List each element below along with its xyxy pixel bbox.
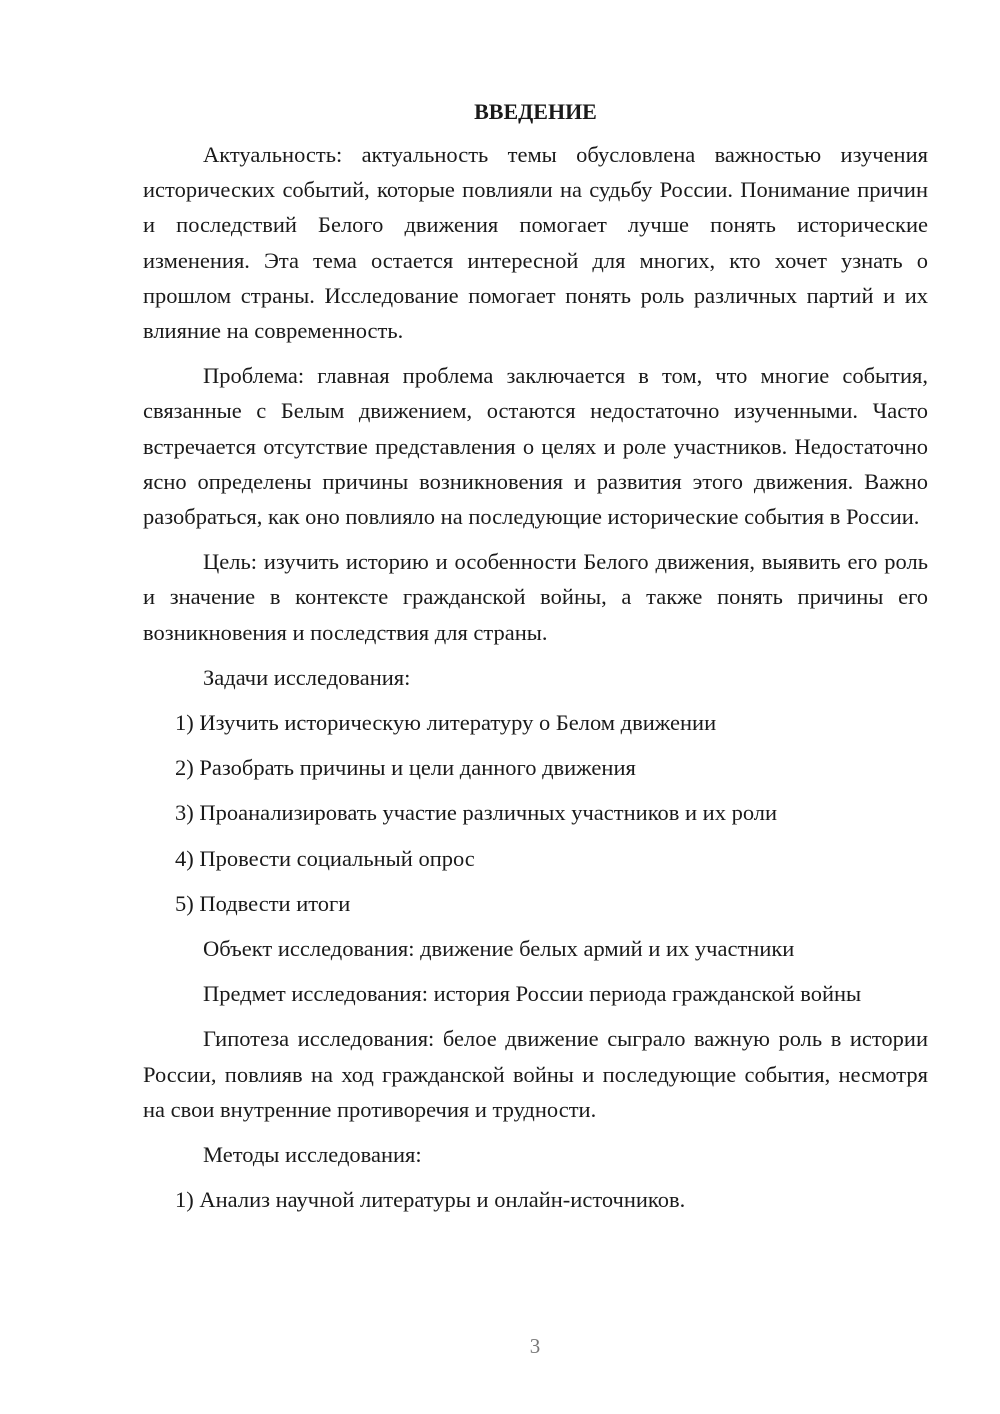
methods-label: Методы исследования: bbox=[203, 1142, 422, 1168]
task-item: 5) Подвести итоги bbox=[175, 890, 351, 916]
method-item: 1) Анализ научной литературы и онлайн-источников. bbox=[175, 1187, 686, 1213]
hypothesis-paragraph: Гипотеза исследования: белое движение сыграло важную роль в истории России, повлияв на ход гражданской войны и последующие события, несмотря на свои внутренние противоречия и трудности. bbox=[143, 1026, 928, 1122]
goal-paragraph: Цель: изучить историю и особенности Белого движения, выявить его роль и значение в контексте гражданской войны, а также понять причины его возникновения и последствия для страны. bbox=[143, 549, 928, 645]
task-item: 4) Провести социальный опрос bbox=[175, 845, 475, 871]
task-item: 3) Проанализировать участие различных участников и их роли bbox=[175, 800, 778, 826]
page-content bbox=[143, 97, 928, 1227]
relevance-paragraph: Актуальность: актуальность темы обусловлена важностью изучения исторических событий, которые повлияли на судьбу России. Понимание причин и последствий Белого движения помогает лучше понять исторические изменения. Эта тема остается интересной для многих, кто хочет узнать о прошлом страны. Исследование помогает понять роль различных партий и их влияние на современность. bbox=[143, 142, 928, 344]
subject-paragraph: Предмет исследования: история России периода гражданской войны bbox=[203, 981, 862, 1007]
tasks-label: Задачи исследования: bbox=[203, 664, 411, 690]
problem-paragraph: Проблема: главная проблема заключается в том, что многие события, связанные с Белым движением, остаются недостаточно изученными. Часто встречается отсутствие представления о целях и роле участников. Недостаточно ясно определены причины возникновения и развития этого движения. Важно разобраться, как оно повлияло на последующие исторические события в России. bbox=[143, 363, 928, 530]
object-paragraph: Объект исследования: движение белых армий и их участники bbox=[203, 936, 795, 962]
page-number: 3 bbox=[529, 1334, 541, 1358]
task-item: 2) Разобрать причины и цели данного движения bbox=[175, 755, 636, 781]
page-title: ВВЕДЕНИЕ bbox=[474, 99, 597, 124]
task-item: 1) Изучить историческую литературу о Белом движении bbox=[175, 710, 717, 736]
